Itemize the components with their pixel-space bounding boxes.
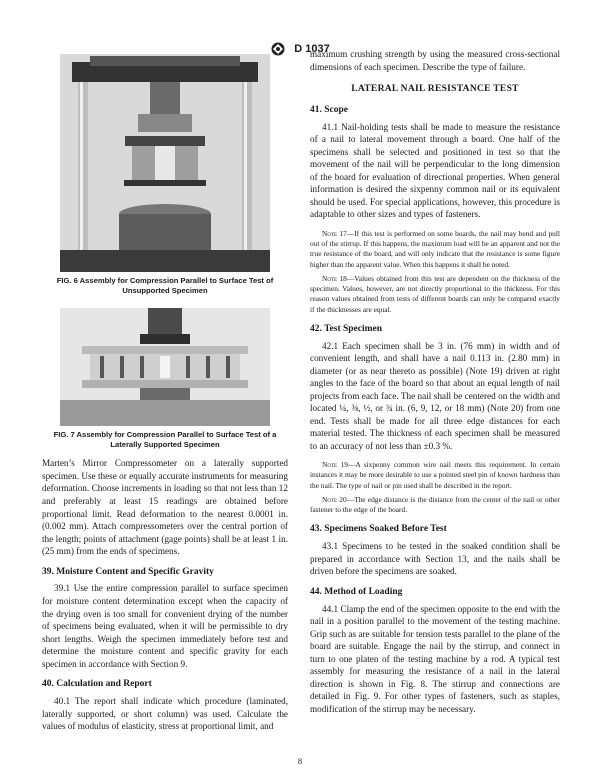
note-19 [310, 460, 560, 491]
note-19-text: —A sixpenny common wire nail meets this requirement. In certain instances it may be more desirable to use a pointed steel pin of known hardness than the nail. The type of nail or pin used shall be described in the report. [310, 460, 560, 490]
note-20-label: Note 20 [322, 494, 347, 504]
heading-39: 39. Moisture Content and Specific Gravity [42, 566, 214, 577]
paragraph-41-1: 41.1 Nail-holding tests shall be made to measure the resistance of a nail to lateral movement through a board. One half of the specimens shall be selected and positioned in test so that the movement of the nail will be perpendicular to the long dimension of the board for evaluation of directional properties. When general information is desired the sixpenny common nail or its equivalent should be used. For special applications, however, this procedure is adaptable to other sizes and types of fasteners. [310, 121, 560, 220]
heading-41: 41. Scope [310, 104, 348, 115]
fig6-photo [60, 54, 270, 272]
section-title: LATERAL NAIL RESISTANCE TEST [351, 84, 519, 95]
note-19-label: Note 19 [322, 460, 348, 470]
page-number: 8 [297, 756, 303, 766]
fig6-caption: FIG. 6 Assembly for Compression Parallel to Surface Test of Unsupported Specimen [56, 276, 274, 295]
note-20-text: —The edge distance is the distance from the center of the nail or other fastener to the edge of the board. [310, 494, 561, 515]
right-column [310, 48, 560, 715]
note-18 [310, 274, 560, 315]
continued-paragraph-right: maximum crushing strength by using the measured cross-sectional dimensions of each specimen. Describe the type of failure. [310, 49, 560, 72]
note-18-text: —Values obtained from this test are dependent on the thickness of the specimen. Values, however, are not directly proportional to the thickness. For this reason values obtained from tests of different boards can only be compared exactly if the thicknesses are equal. [310, 273, 560, 314]
note-20 [310, 495, 560, 515]
note-17 [310, 229, 560, 270]
heading-42: 42. Test Specimen [310, 323, 383, 334]
continued-paragraph: Marten’s Mirror Compressometer on a laterally supported specimen. Use these or equally accurate instruments for measuring deformation. Choose increments in loading so that not less than 12 and preferably at least 15 readings are obtained before proportional limit. Read deformation to the nearest 0.0001 in. (0.002 mm). Attach compressometers over the central portion of the length; points of attachment (gage points) shall be at least 1 in. (25 mm) from the ends of specimens. [42, 458, 288, 557]
fig7-photo [60, 308, 270, 426]
paragraph-40-1: 40.1 The report shall indicate which procedure (laminated, laterally supported, or short column) was used. Calculate the values of modulus of elasticity, stress at proportional limit, and [42, 695, 288, 732]
note-18-label: Note 18 [322, 273, 347, 283]
left-column [42, 54, 288, 733]
heading-40: 40. Calculation and Report [42, 679, 152, 690]
note-17-text: —If this test is performed on some boards, the nail may bend and pull out of the stirrup. If this happens, the maximum load will be an apparent and not the true resistance of the board, and will only indicate that the resistance is some figure higher than the apparent value. When this happens it shall be noted. [310, 228, 560, 269]
paragraph-44-1: 44.1 Clamp the end of the specimen opposite to the end with the nail in a position parallel to the movement of the testing machine. Grip such as are suitable for tension tests parallel to the plane of the board are suitable. Engage the nail by the stirrup, and connect in turn to one platen of the testing machine by a rod. A typical test assembly for measuring the resistance of a nail in the lateral direction is shown in Fig. 8. The stirrup and connections are detailed in Fig. 9. For other types of fasteners, such as staples, modification of the stirrup may be necessary. [310, 603, 560, 714]
note-17-label: Note 17 [322, 228, 347, 238]
fig7-caption: FIG. 7 Assembly for Compression Parallel to Surface Test of a Laterally Supported Specimen [53, 429, 277, 449]
paragraph-42-1: 42.1 Each specimen shall be 3 in. (76 mm) in width and of convenient length, and shall have a nail 0.113 in. (2.80 mm) in diameter (or as near thereto as possible) (Note 19) driven at right angles to the face of the board so that about an equal length of nail projects from each face. The nail shall be centered on the width and located ¼, ⅜, ½, or ¾ in. (6, 9, 12, or 18 mm) (Note 20) from one end. Tests shall be made for all three edge distances for each material tested. The thickness of each specimen shall be measured to an accuracy of not less than ±0.3 %. [310, 340, 560, 451]
paragraph-43-1: 43.1 Specimens to be tested in the soaked condition shall be prepared in accordance with Section 13, and the nails shall be driven before the specimens are soaked. [310, 541, 560, 577]
heading-44: 44. Method of Loading [310, 586, 403, 597]
designation: D 1037 [294, 43, 330, 56]
heading-43: 43. Specimens Soaked Before Test [310, 524, 447, 535]
paragraph-39-1: 39.1 Use the entire compression parallel to surface specimen for moisture content determination except when the capacity of the drying oven is too small for convenient drying of the number of specimens being evaluated, when it will be permissible to dry short lengths. Weigh the specimen immediately before test and determine the moisture content and specific gravity for each specimen in accordance with Section 9. [42, 583, 288, 669]
